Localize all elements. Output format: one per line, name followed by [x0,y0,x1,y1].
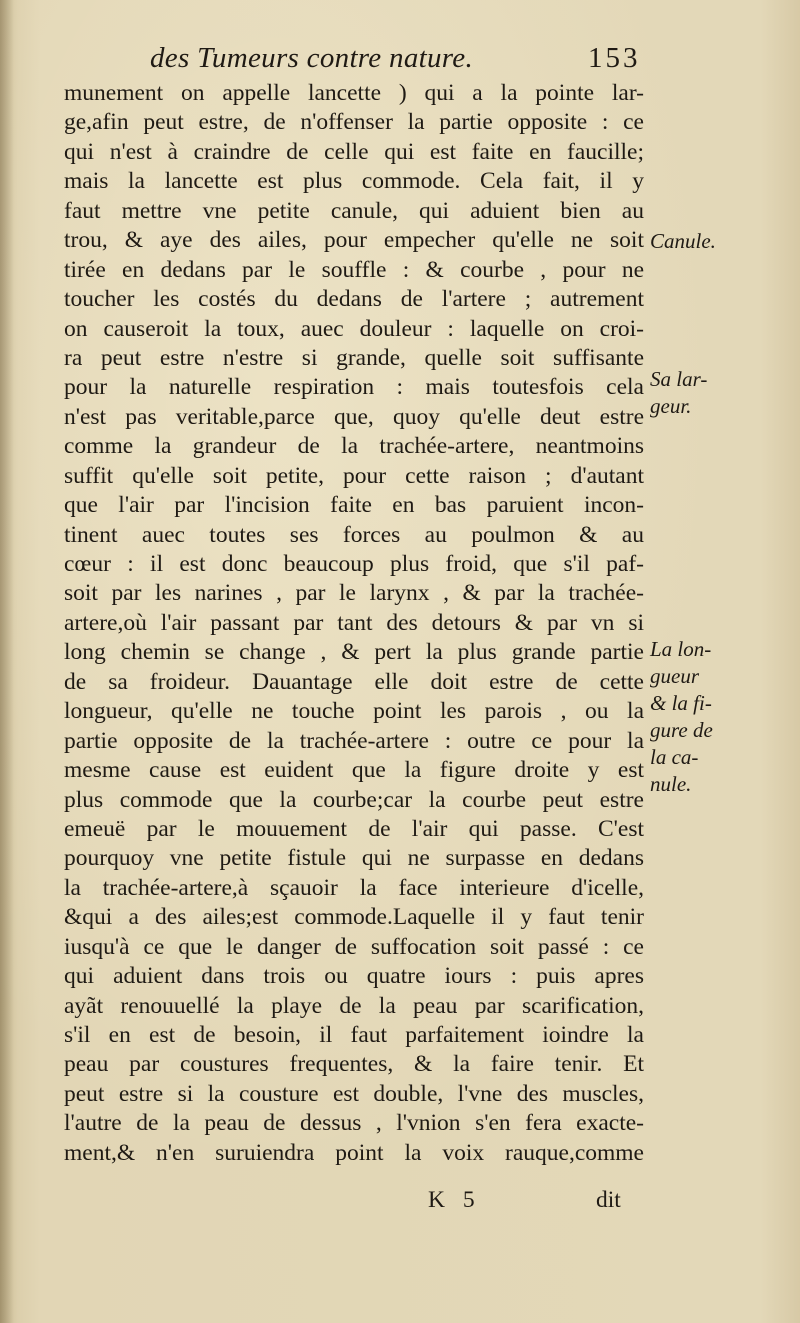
text-line: s'il en est de besoin, il faut parfaitement ioindre la [64,1022,644,1048]
margin-note-line: nule. [650,772,692,796]
text-line: de sa froideur. Dauantage elle doit estre de cette [64,668,644,695]
text-line: l'autre de la peau de dessus , l'vnion s'en fera exacte- [64,1110,644,1137]
text-line: pour la naturelle respiration : mais toutesfois cela [64,374,644,401]
text-line: plus commode que la courbe;car la courbe peut estre [64,786,644,813]
text-line: trou, & aye des ailes, pour empecher qu'elle ne soit [64,227,644,254]
text-line: munement on appelle lancette ) qui a la pointe lar- [64,80,644,106]
margin-note-line: gure de [650,718,713,742]
text-line: mesme cause est euident que la figure droite y est [64,757,644,784]
signature-mark: K 5 [428,1187,481,1213]
text-line: mais la lancette est plus commode. Cela fait, il y [64,168,644,195]
text-line: ra peut estre n'estre si grande, quelle soit suffisante [64,344,644,371]
catchword: dit [596,1187,621,1213]
text-line: iusqu'à ce que le danger de suffocation soit passé : ce [64,933,644,960]
text-line: faut mettre vne petite canule, qui aduient bien au [64,197,644,224]
margin-note-longueur [650,636,790,798]
margin-note-line: la ca- [650,745,699,769]
margin-note-canule [650,228,790,255]
text-line: peut estre si la cousture est double, l'vne des muscles, [64,1080,644,1107]
text-line: qui aduient dans trois ou quatre iours : puis apres [64,963,644,990]
page-number: 153 [588,42,641,74]
margin-note-line: Canule. [650,229,716,253]
margin-note-line: & la fi- [650,691,712,715]
text-line: tinent auec toutes ses forces au poulmon & au [64,521,644,548]
page-header [0,42,800,82]
text-line: cœur : il est donc beaucoup plus froid, que s'il paf- [64,551,644,577]
gutter-shadow [0,0,14,1323]
text-line: longueur, qu'elle ne touche point les parois , ou la [64,698,644,725]
text-line: emeuë par le mouuement de l'air qui passe. C'est [64,815,644,842]
text-line: tirée en dedans par le souffle : & courbe , pour ne [64,256,644,283]
text-line: ayãt renouuellé la playe de la peau par scarification, [64,992,644,1019]
text-line: pourquoy vne petite fistule qui ne surpasse en dedans [64,845,644,872]
running-title: des Tumeurs contre nature. [150,42,474,74]
text-line: peau par coustures frequentes, & la faire tenir. Et [64,1051,644,1078]
text-line: toucher les costés du dedans de l'artere ; autrement [64,286,644,313]
text-line: on causeroit la toux, auec douleur : laquelle on croi- [64,315,644,342]
margin-note-line: gueur [650,664,699,688]
margin-note-line: La lon- [650,637,712,661]
text-line: que l'air par l'incision faite en bas paruient incon- [64,492,644,519]
text-line: long chemin se change , & pert la plus grande partie [64,639,644,666]
text-line: la trachée-artere,à sçauoir la face interieure d'icelle, [64,874,644,901]
text-line: partie opposite de la trachée-artere : outre ce pour la [64,727,644,754]
text-line: ge,afin peut estre, de n'offenser la partie opposite : ce [64,109,644,136]
text-line: soit par les narines , par le larynx , & par la trachée- [64,580,644,607]
text-line: qui n'est à craindre de celle qui est faite en faucille; [64,138,644,165]
text-line: artere,où l'air passant par tant des detours & par vn si [64,609,644,636]
text-line: comme la grandeur de la trachée-artere, neantmoins [64,433,644,460]
text-line: ment,& n'en suruiendra point la voix rauque,comme [64,1139,644,1166]
text-line: &qui a des ailes;est commode.Laquelle il y faut tenir [64,904,644,931]
margin-note-largeur [650,366,790,420]
page-footer [0,1187,800,1221]
margin-note-line: Sa lar- [650,367,708,391]
text-line: n'est pas veritable,parce que, quoy qu'elle deut estre [64,403,644,430]
body-text [64,79,644,1168]
text-line: suffit qu'elle soit petite, pour cette raison ; d'autant [64,462,644,489]
margin-note-line: geur. [650,394,692,418]
